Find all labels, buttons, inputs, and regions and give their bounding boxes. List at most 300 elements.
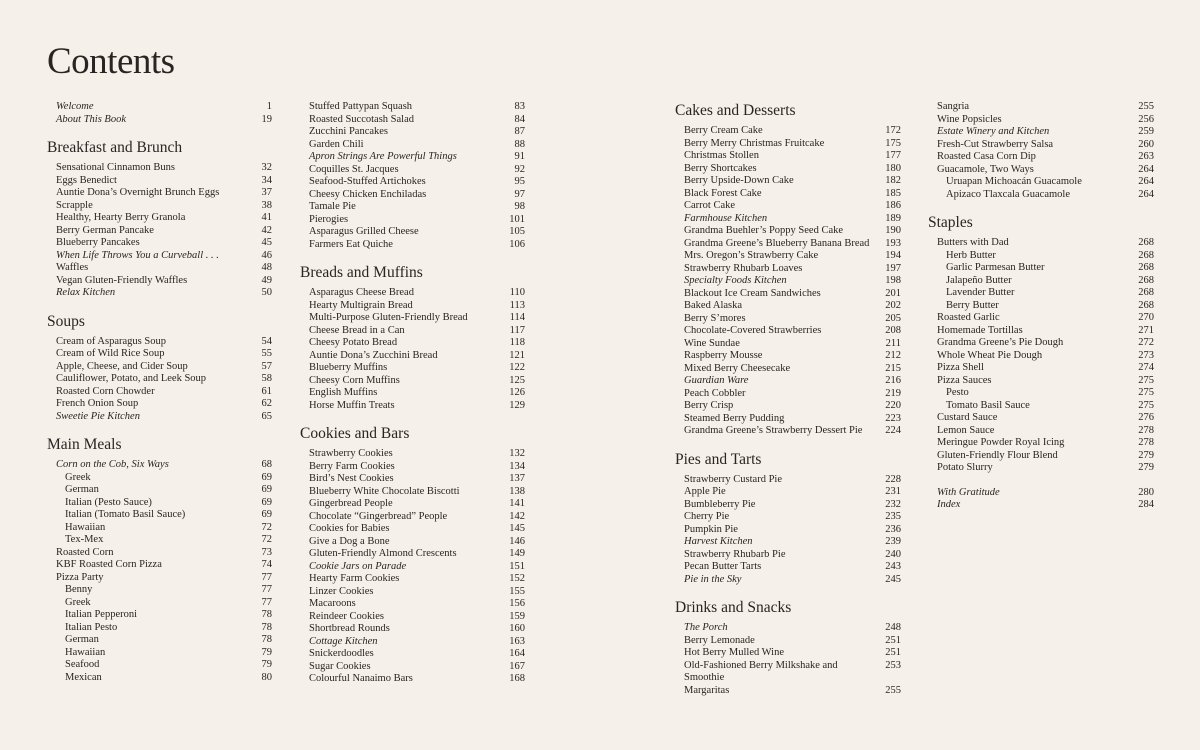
toc-entry[interactable] bbox=[300, 573, 525, 586]
entry-page-number: 97 bbox=[514, 188, 525, 200]
entry-page-number: 78 bbox=[261, 609, 272, 620]
section-heading: Cookies and Bars bbox=[300, 425, 410, 442]
entry-title: Roasted Corn Chowder bbox=[56, 385, 155, 397]
toc-entry[interactable] bbox=[300, 648, 525, 661]
toc-entry[interactable] bbox=[675, 163, 901, 176]
toc-entry[interactable] bbox=[300, 101, 525, 114]
entry-title: The Porch bbox=[684, 622, 728, 633]
entry-title: Blueberry Pancakes bbox=[56, 237, 140, 248]
entry-title: Snickerdoodles bbox=[309, 648, 374, 659]
toc-entry[interactable] bbox=[300, 176, 525, 189]
entry-page-number: 42 bbox=[261, 224, 272, 236]
toc-entry[interactable] bbox=[47, 237, 272, 250]
entry-page-number: 272 bbox=[1138, 337, 1154, 348]
entry-page-number: 72 bbox=[261, 534, 272, 545]
toc-entry[interactable] bbox=[928, 176, 1154, 189]
entry-title: With Gratitude bbox=[937, 486, 1000, 498]
entry-page-number: 271 bbox=[1138, 324, 1154, 336]
toc-entry[interactable] bbox=[300, 598, 525, 611]
toc-entry[interactable] bbox=[928, 114, 1154, 127]
toc-entry[interactable] bbox=[300, 226, 525, 239]
entry-title: Index bbox=[937, 499, 961, 510]
toc-entry[interactable] bbox=[675, 138, 901, 151]
entry-title: Farmhouse Kitchen bbox=[684, 212, 768, 224]
toc-entry[interactable] bbox=[675, 125, 901, 138]
toc-entry[interactable] bbox=[928, 300, 1154, 313]
entry-title: Hearty Farm Cookies bbox=[309, 573, 400, 584]
entry-title: Butters with Dad bbox=[937, 237, 1009, 248]
entry-page-number: 138 bbox=[509, 485, 525, 497]
entry-page-number: 50 bbox=[261, 287, 272, 298]
toc-entry[interactable] bbox=[928, 350, 1154, 363]
toc-entry[interactable] bbox=[675, 250, 901, 263]
entry-page-number: 255 bbox=[1138, 101, 1154, 112]
toc-entry[interactable] bbox=[300, 523, 525, 536]
toc-section bbox=[928, 213, 1154, 475]
toc-entry[interactable] bbox=[47, 584, 272, 597]
entry-page-number: 280 bbox=[1138, 486, 1154, 498]
entry-title: Berry Crisp bbox=[684, 400, 734, 411]
toc-entry[interactable] bbox=[300, 536, 525, 549]
toc-entry[interactable] bbox=[47, 559, 272, 572]
toc-entry[interactable] bbox=[47, 361, 272, 374]
entry-title: Homemade Tortillas bbox=[937, 324, 1023, 336]
toc-entry[interactable] bbox=[675, 363, 901, 376]
toc-entry[interactable] bbox=[928, 412, 1154, 425]
entry-title: Italian Pesto bbox=[65, 621, 118, 633]
toc-entry[interactable] bbox=[300, 287, 525, 300]
entry-page-number: 141 bbox=[509, 498, 525, 509]
entry-page-number: 155 bbox=[509, 585, 525, 597]
toc-entry[interactable] bbox=[300, 498, 525, 511]
entry-title: Hearty Multigrain Bread bbox=[309, 299, 413, 311]
entry-title: Peach Cobbler bbox=[684, 387, 746, 399]
entry-page-number: 122 bbox=[509, 362, 525, 373]
toc-entry[interactable] bbox=[47, 101, 272, 114]
entry-title: German bbox=[65, 634, 99, 645]
toc-entry[interactable] bbox=[675, 511, 901, 524]
toc-entry[interactable] bbox=[675, 375, 901, 388]
toc-entry[interactable] bbox=[47, 622, 272, 635]
entry-page-number: 260 bbox=[1138, 138, 1154, 150]
entry-title: Greek bbox=[65, 471, 91, 483]
toc-entry[interactable] bbox=[675, 536, 901, 549]
entry-page-number: 77 bbox=[261, 596, 272, 608]
toc-entry[interactable] bbox=[300, 189, 525, 202]
entry-page-number: 205 bbox=[885, 312, 901, 324]
toc-entry[interactable] bbox=[675, 275, 901, 288]
entry-page-number: 49 bbox=[261, 274, 272, 286]
entry-title: Berry Shortcakes bbox=[684, 162, 757, 174]
toc-entry[interactable] bbox=[47, 597, 272, 610]
section-heading: Breads and Muffins bbox=[300, 264, 423, 281]
entry-title: Vegan Gluten-Friendly Waffles bbox=[56, 274, 188, 286]
entry-title: Roasted Casa Corn Dip bbox=[937, 151, 1036, 162]
entry-page-number: 101 bbox=[509, 213, 525, 225]
entry-page-number: 106 bbox=[509, 238, 525, 250]
entry-title: Custard Sauce bbox=[937, 412, 998, 423]
toc-entry[interactable] bbox=[47, 262, 272, 275]
entry-title: Herb Butter bbox=[946, 249, 996, 261]
entry-page-number: 77 bbox=[261, 584, 272, 595]
toc-entry[interactable] bbox=[300, 350, 525, 363]
toc-entry[interactable] bbox=[300, 126, 525, 139]
entry-page-number: 198 bbox=[885, 275, 901, 286]
entry-title: Eggs Benedict bbox=[56, 174, 117, 186]
toc-entry[interactable] bbox=[47, 225, 272, 238]
toc-entry[interactable] bbox=[928, 189, 1154, 202]
entry-title: Berry German Pancake bbox=[56, 224, 154, 236]
toc-entry[interactable] bbox=[47, 572, 272, 585]
toc-entry[interactable] bbox=[928, 387, 1154, 400]
toc-entry[interactable] bbox=[47, 497, 272, 510]
toc-entry[interactable] bbox=[675, 263, 901, 276]
entry-title: Margaritas bbox=[684, 684, 730, 696]
toc-entry[interactable] bbox=[47, 472, 272, 485]
entry-page-number: 118 bbox=[509, 337, 525, 348]
toc-entry[interactable] bbox=[300, 448, 525, 461]
toc-entry[interactable] bbox=[675, 474, 901, 487]
entry-title: Sensational Cinnamon Buns bbox=[56, 162, 175, 173]
toc-entry[interactable] bbox=[47, 348, 272, 361]
toc-entry[interactable] bbox=[675, 524, 901, 537]
entry-title: Black Forest Cake bbox=[684, 187, 762, 199]
toc-entry[interactable] bbox=[300, 239, 525, 252]
toc-entry[interactable] bbox=[928, 164, 1154, 177]
toc-entry[interactable] bbox=[675, 549, 901, 562]
entry-page-number: 69 bbox=[261, 496, 272, 508]
entry-title: Farmers Eat Quiche bbox=[309, 238, 393, 250]
entry-page-number: 216 bbox=[885, 375, 901, 386]
entry-title: Horse Muffin Treats bbox=[309, 399, 395, 411]
toc-entry[interactable] bbox=[675, 350, 901, 363]
entry-title: Berry Lemonade bbox=[684, 634, 755, 646]
toc-column-3 bbox=[675, 101, 901, 709]
toc-entry[interactable] bbox=[300, 375, 525, 388]
toc-entry[interactable] bbox=[928, 437, 1154, 450]
entry-title: Greek bbox=[65, 596, 91, 608]
entry-title: Cheese Bread in a Can bbox=[309, 324, 405, 336]
entry-page-number: 248 bbox=[885, 622, 901, 633]
entry-title: Tex-Mex bbox=[65, 534, 104, 545]
toc-entry[interactable] bbox=[300, 511, 525, 524]
toc-entry[interactable] bbox=[675, 200, 901, 213]
entry-title: Italian (Pesto Sauce) bbox=[65, 496, 152, 508]
entry-page-number: 235 bbox=[885, 511, 901, 522]
entry-title: Grandma Greene’s Blueberry Banana Bread bbox=[684, 237, 870, 249]
entry-title: Garlic Parmesan Butter bbox=[946, 262, 1045, 273]
toc-entry[interactable] bbox=[928, 337, 1154, 350]
entry-page-number: 185 bbox=[885, 187, 901, 199]
entry-title: When Life Throws You a Curveball . . . bbox=[56, 249, 219, 261]
toc-entry[interactable] bbox=[928, 400, 1154, 413]
entry-page-number: 264 bbox=[1138, 176, 1154, 187]
toc-entry[interactable] bbox=[928, 362, 1154, 375]
entry-title: Hot Berry Mulled Wine bbox=[684, 647, 784, 658]
toc-entry[interactable] bbox=[47, 411, 272, 424]
entry-title: Stuffed Pattypan Squash bbox=[309, 101, 413, 112]
entry-page-number: 259 bbox=[1138, 126, 1154, 137]
toc-entry[interactable] bbox=[675, 300, 901, 313]
toc-entry[interactable] bbox=[47, 162, 272, 175]
toc-entry[interactable] bbox=[928, 139, 1154, 152]
toc-entry[interactable] bbox=[928, 101, 1154, 114]
entry-title: Baked Alaska bbox=[684, 300, 743, 311]
toc-entry[interactable] bbox=[300, 623, 525, 636]
toc-entry[interactable] bbox=[300, 201, 525, 214]
toc-entry[interactable] bbox=[300, 661, 525, 674]
toc-entry[interactable] bbox=[300, 337, 525, 350]
toc-entry[interactable] bbox=[300, 312, 525, 325]
entry-page-number: 275 bbox=[1138, 387, 1154, 398]
toc-entry[interactable] bbox=[300, 164, 525, 177]
toc-entry[interactable] bbox=[675, 561, 901, 574]
toc-entry[interactable] bbox=[928, 275, 1154, 288]
entry-title: Reindeer Cookies bbox=[309, 610, 384, 622]
entry-title: Bird’s Nest Cookies bbox=[309, 473, 394, 484]
toc-entry[interactable] bbox=[300, 461, 525, 474]
toc-entry[interactable] bbox=[47, 175, 272, 188]
toc-entry[interactable] bbox=[675, 213, 901, 226]
entry-title: Macaroons bbox=[309, 598, 356, 609]
entry-page-number: 264 bbox=[1138, 163, 1154, 175]
entry-page-number: 219 bbox=[885, 387, 901, 399]
toc-entry[interactable] bbox=[47, 522, 272, 535]
entry-title: Pizza Shell bbox=[937, 362, 984, 373]
entry-title: Roasted Corn bbox=[56, 546, 114, 558]
toc-entry[interactable] bbox=[928, 375, 1154, 388]
entry-page-number: 163 bbox=[509, 635, 525, 647]
toc-entry[interactable] bbox=[47, 200, 272, 213]
entry-page-number: 41 bbox=[261, 212, 272, 223]
toc-entry[interactable] bbox=[675, 499, 901, 512]
entry-title: Cream of Asparagus Soup bbox=[56, 335, 166, 347]
toc-entry[interactable] bbox=[928, 250, 1154, 263]
entry-title: Cheesy Potato Bread bbox=[309, 337, 398, 348]
entry-page-number: 146 bbox=[509, 535, 525, 547]
entry-page-number: 228 bbox=[885, 473, 901, 485]
entry-title: Apple, Cheese, and Cider Soup bbox=[56, 360, 188, 372]
entry-page-number: 212 bbox=[885, 350, 901, 361]
toc-entry[interactable] bbox=[300, 400, 525, 413]
entry-title: Tamale Pie bbox=[309, 201, 356, 212]
entry-page-number: 224 bbox=[885, 425, 901, 436]
entry-page-number: 251 bbox=[885, 634, 901, 646]
toc-entry[interactable] bbox=[675, 400, 901, 413]
toc-entry[interactable] bbox=[47, 672, 272, 685]
toc-entry[interactable] bbox=[928, 425, 1154, 438]
toc-entry[interactable] bbox=[47, 534, 272, 547]
entry-page-number: 278 bbox=[1138, 437, 1154, 448]
entry-title: Steamed Berry Pudding bbox=[684, 412, 785, 424]
toc-entry[interactable] bbox=[300, 586, 525, 599]
section-heading: Cakes and Desserts bbox=[675, 102, 796, 119]
toc-entry[interactable] bbox=[928, 450, 1154, 463]
toc-entry[interactable] bbox=[300, 300, 525, 313]
toc-entry[interactable] bbox=[47, 275, 272, 288]
toc-entry[interactable] bbox=[675, 635, 901, 648]
entry-page-number: 251 bbox=[885, 647, 901, 658]
entry-title: Auntie Dona’s Zucchini Bread bbox=[309, 349, 438, 361]
entry-title: Seafood bbox=[65, 659, 100, 670]
entry-title: Blackout Ice Cream Sandwiches bbox=[684, 287, 821, 299]
entry-title: Potato Slurry bbox=[937, 462, 993, 473]
entry-page-number: 223 bbox=[885, 412, 901, 424]
toc-entry[interactable] bbox=[47, 114, 272, 127]
toc-entry[interactable] bbox=[47, 547, 272, 560]
toc-entry[interactable] bbox=[300, 473, 525, 486]
entry-title: French Onion Soup bbox=[56, 398, 139, 409]
entry-page-number: 193 bbox=[885, 237, 901, 249]
entry-title: Specialty Foods Kitchen bbox=[684, 275, 787, 286]
entry-title: Tomato Basil Sauce bbox=[946, 399, 1030, 411]
entry-page-number: 69 bbox=[261, 471, 272, 483]
entry-page-number: 34 bbox=[261, 174, 272, 186]
toc-entry[interactable] bbox=[300, 636, 525, 649]
entry-page-number: 69 bbox=[261, 509, 272, 520]
toc-entry[interactable] bbox=[47, 187, 272, 200]
toc-entry[interactable] bbox=[300, 151, 525, 164]
toc-entry[interactable] bbox=[47, 212, 272, 225]
toc-entry[interactable] bbox=[47, 250, 272, 263]
entry-page-number: 232 bbox=[885, 498, 901, 510]
entry-page-number: 55 bbox=[261, 348, 272, 359]
entry-title: Wine Popsicles bbox=[937, 113, 1002, 125]
toc-entry[interactable] bbox=[300, 362, 525, 375]
toc-entry[interactable] bbox=[300, 387, 525, 400]
entry-title: Pierogies bbox=[309, 213, 349, 225]
entry-title: Pumpkin Pie bbox=[684, 523, 738, 535]
toc-entry[interactable] bbox=[675, 225, 901, 238]
entry-page-number: 152 bbox=[509, 573, 525, 584]
entry-page-number: 121 bbox=[509, 349, 525, 361]
toc-entry[interactable] bbox=[675, 647, 901, 660]
toc-entry[interactable] bbox=[300, 548, 525, 561]
entry-page-number: 239 bbox=[885, 536, 901, 547]
toc-entry[interactable] bbox=[47, 647, 272, 660]
entry-page-number: 32 bbox=[261, 162, 272, 173]
entry-page-number: 240 bbox=[885, 548, 901, 560]
toc-entry[interactable] bbox=[675, 150, 901, 163]
toc-section bbox=[675, 101, 901, 438]
entry-page-number: 78 bbox=[261, 621, 272, 633]
entry-title: Raspberry Mousse bbox=[684, 350, 763, 361]
toc-entry[interactable] bbox=[675, 388, 901, 401]
toc-entry[interactable] bbox=[675, 574, 901, 587]
toc-entry[interactable] bbox=[928, 312, 1154, 325]
toc-entry[interactable] bbox=[928, 126, 1154, 139]
toc-entry[interactable] bbox=[47, 459, 272, 472]
entry-title: Apple Pie bbox=[684, 486, 726, 497]
toc-entry[interactable] bbox=[300, 611, 525, 624]
toc-entry[interactable] bbox=[675, 325, 901, 338]
entry-page-number: 160 bbox=[509, 623, 525, 634]
toc-entry[interactable] bbox=[47, 398, 272, 411]
toc-entry[interactable] bbox=[928, 287, 1154, 300]
toc-entry[interactable] bbox=[47, 634, 272, 647]
entry-title: Welcome bbox=[56, 101, 94, 112]
toc-entry[interactable] bbox=[675, 486, 901, 499]
toc-entry[interactable] bbox=[928, 151, 1154, 164]
entry-page-number: 84 bbox=[514, 113, 525, 125]
toc-entry[interactable] bbox=[675, 313, 901, 326]
toc-entry[interactable] bbox=[928, 462, 1154, 475]
toc-entry[interactable] bbox=[300, 486, 525, 499]
toc-entry[interactable] bbox=[47, 659, 272, 672]
toc-entry[interactable] bbox=[675, 188, 901, 201]
entry-page-number: 149 bbox=[509, 548, 525, 559]
entry-title: Healthy, Hearty Berry Granola bbox=[56, 212, 186, 223]
entry-page-number: 134 bbox=[509, 460, 525, 472]
toc-entry[interactable] bbox=[300, 673, 525, 686]
entry-page-number: 215 bbox=[885, 362, 901, 374]
entry-title: Gluten-Friendly Almond Crescents bbox=[309, 548, 457, 559]
entry-page-number: 126 bbox=[509, 387, 525, 398]
entry-title: Asparagus Grilled Cheese bbox=[309, 226, 419, 237]
entry-title: Berry Farm Cookies bbox=[309, 460, 395, 472]
toc-entry[interactable] bbox=[47, 484, 272, 497]
toc-entry[interactable] bbox=[675, 413, 901, 426]
toc-entry[interactable] bbox=[675, 660, 901, 685]
toc-entry[interactable] bbox=[47, 386, 272, 399]
entry-title: Blueberry Muffins bbox=[309, 362, 388, 373]
toc-entry[interactable] bbox=[300, 214, 525, 227]
toc-entry[interactable] bbox=[47, 336, 272, 349]
toc-entry[interactable] bbox=[300, 325, 525, 338]
toc-entry[interactable] bbox=[928, 262, 1154, 275]
entry-page-number: 74 bbox=[261, 559, 272, 570]
toc-entry[interactable] bbox=[300, 114, 525, 127]
toc-entry[interactable] bbox=[675, 425, 901, 438]
toc-entry[interactable] bbox=[675, 288, 901, 301]
entry-page-number: 125 bbox=[509, 374, 525, 386]
toc-entry[interactable] bbox=[47, 373, 272, 386]
toc-entry[interactable] bbox=[928, 325, 1154, 338]
toc-entry[interactable] bbox=[47, 509, 272, 522]
entry-page-number: 159 bbox=[509, 610, 525, 622]
toc-entry[interactable] bbox=[675, 175, 901, 188]
toc-section bbox=[928, 487, 1154, 512]
section-heading: Main Meals bbox=[47, 436, 122, 453]
toc-entry[interactable] bbox=[47, 609, 272, 622]
toc-section bbox=[47, 138, 272, 300]
toc-entry[interactable] bbox=[675, 622, 901, 635]
entry-page-number: 279 bbox=[1138, 449, 1154, 461]
entry-title: Strawberry Rhubarb Pie bbox=[684, 548, 786, 560]
toc-entry[interactable] bbox=[675, 238, 901, 251]
toc-entry[interactable] bbox=[928, 237, 1154, 250]
toc-entry[interactable] bbox=[675, 338, 901, 351]
entry-page-number: 201 bbox=[885, 287, 901, 299]
entry-title: Berry S’mores bbox=[684, 312, 746, 324]
toc-entry[interactable] bbox=[300, 561, 525, 574]
toc-entry[interactable] bbox=[300, 139, 525, 152]
entry-page-number: 142 bbox=[509, 510, 525, 522]
toc-entry[interactable] bbox=[675, 685, 901, 698]
entry-page-number: 73 bbox=[261, 546, 272, 558]
entry-title: Pecan Butter Tarts bbox=[684, 561, 762, 572]
toc-entry[interactable] bbox=[928, 499, 1154, 512]
toc-section bbox=[675, 598, 901, 697]
toc-entry[interactable] bbox=[928, 487, 1154, 500]
entry-title: Meringue Powder Royal Icing bbox=[937, 437, 1065, 448]
entry-page-number: 19 bbox=[261, 113, 272, 125]
entry-title: Italian (Tomato Basil Sauce) bbox=[65, 509, 186, 520]
toc-entry[interactable] bbox=[47, 287, 272, 300]
entry-page-number: 268 bbox=[1138, 274, 1154, 286]
entry-page-number: 98 bbox=[514, 201, 525, 212]
entry-title: Cauliflower, Potato, and Leek Soup bbox=[56, 373, 207, 384]
